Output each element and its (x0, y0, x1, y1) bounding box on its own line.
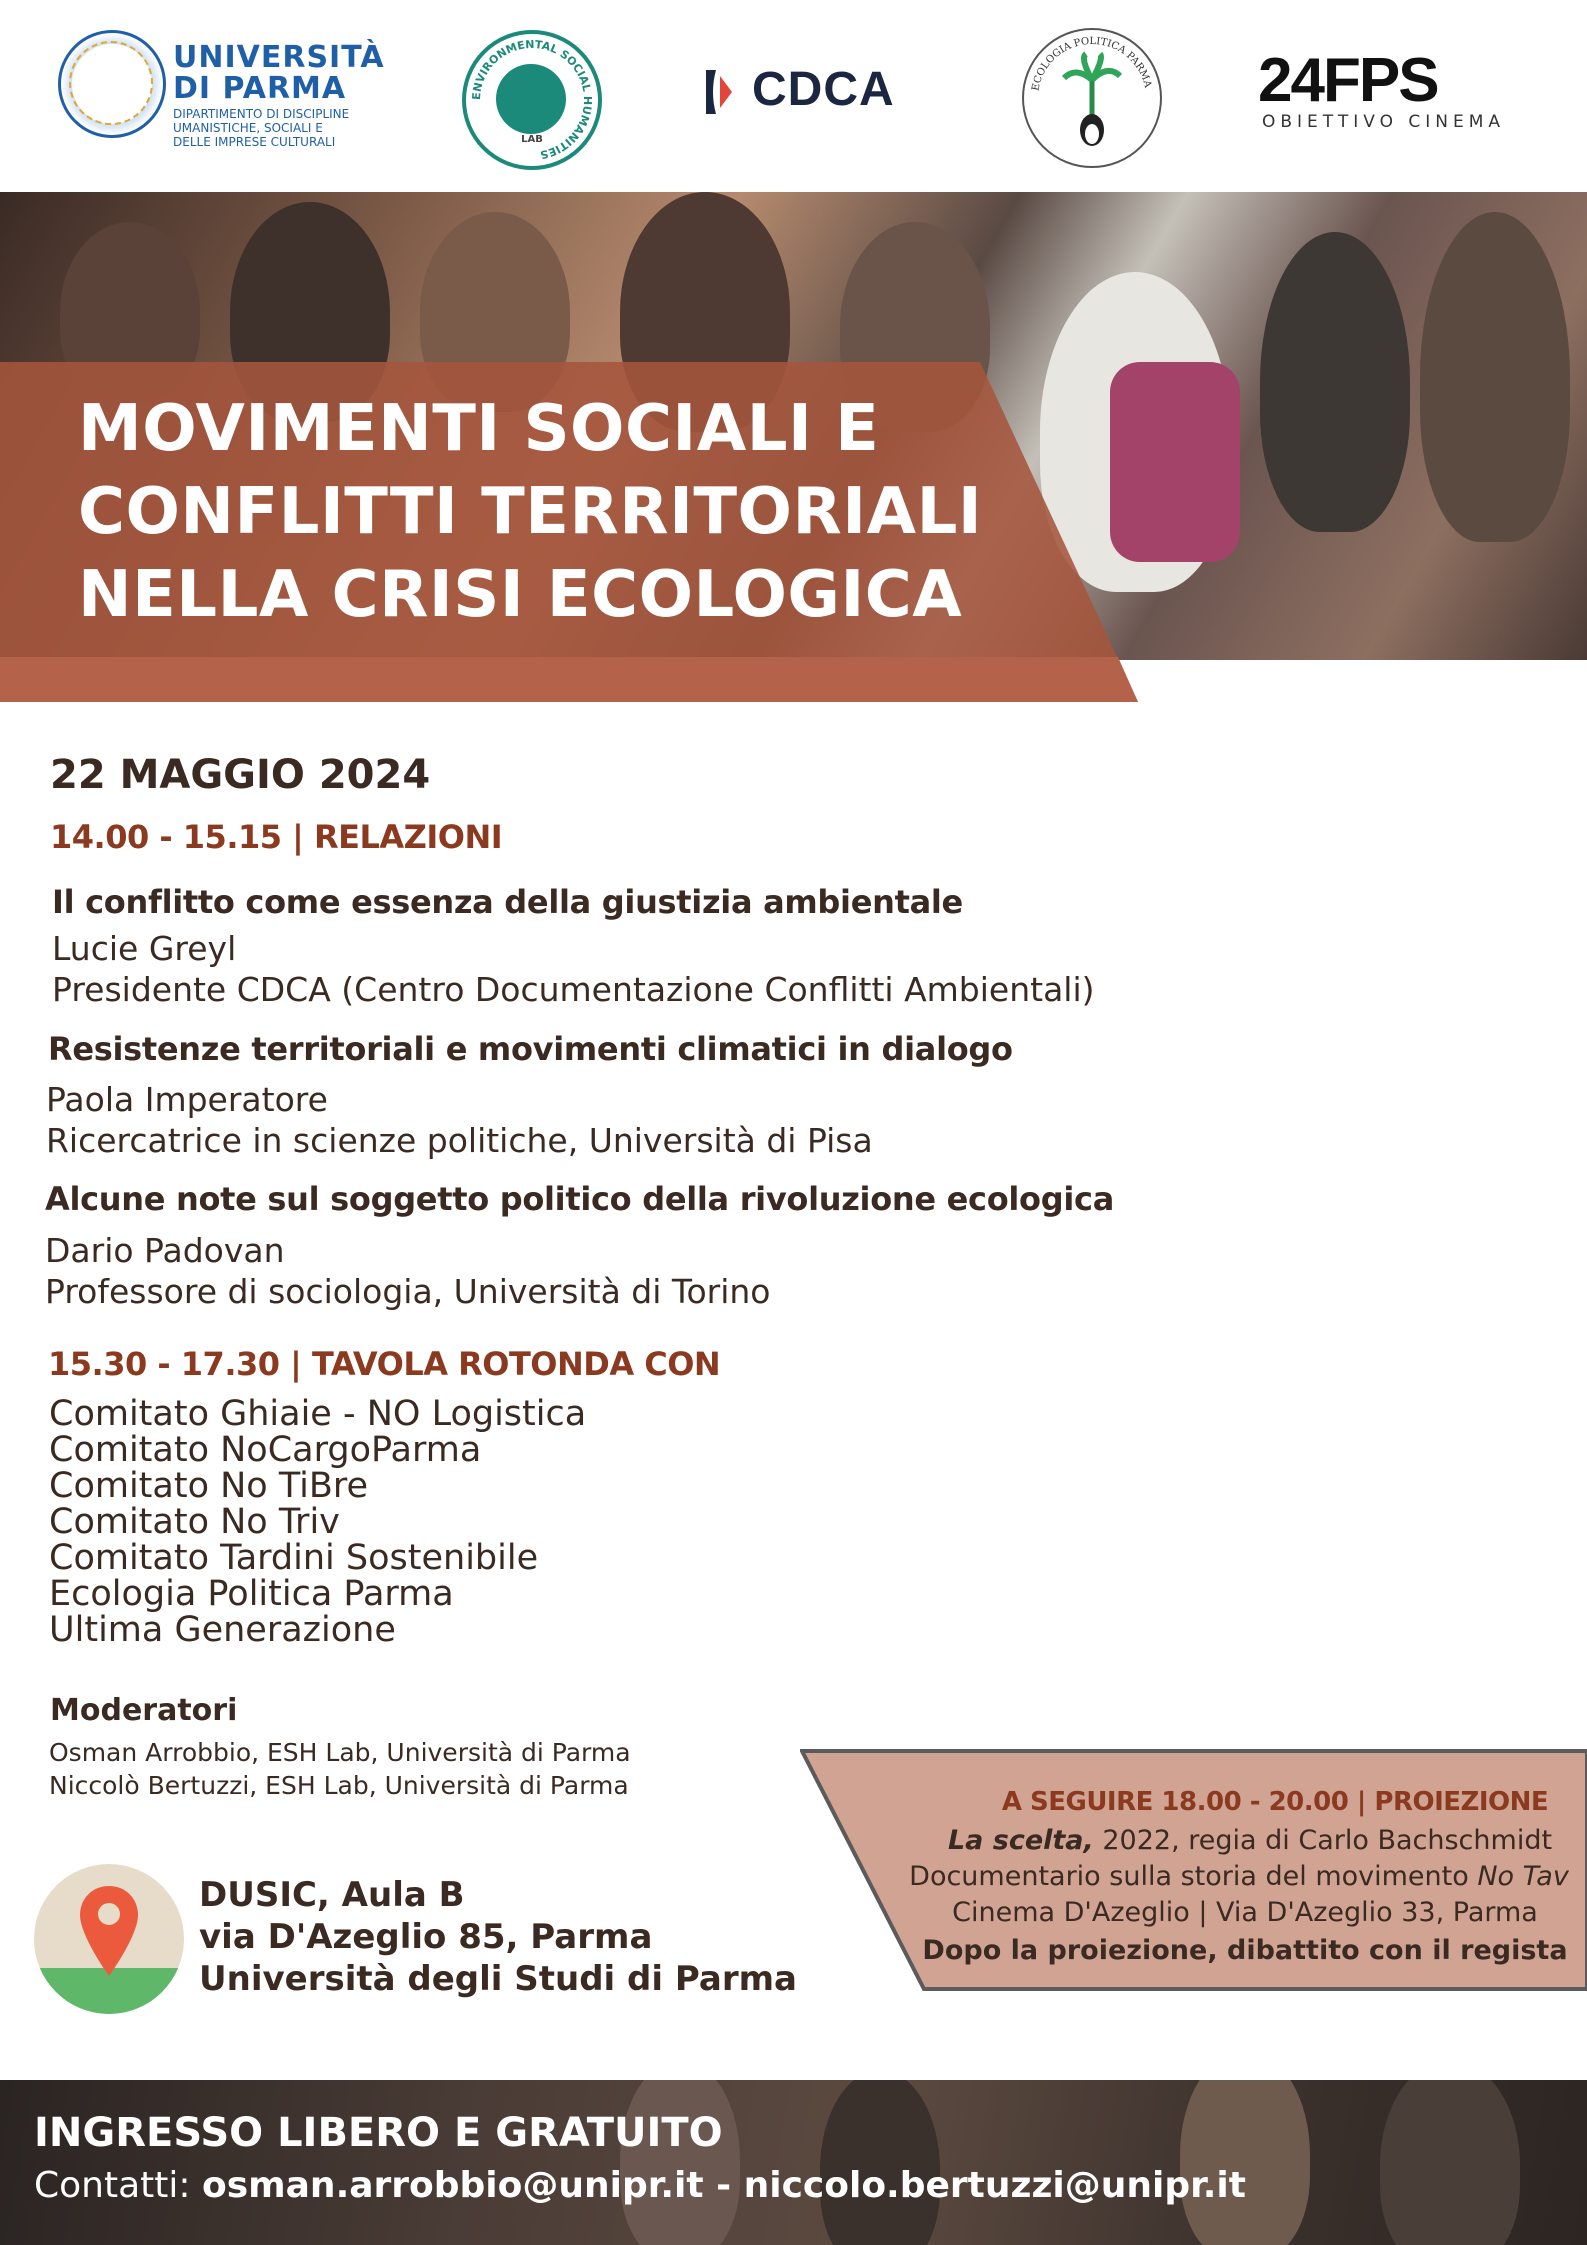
location-pin-icon (34, 1864, 184, 2014)
talk-1-title: Il conflitto come essenza della giustizia ambientale (52, 883, 963, 921)
panel-item: Ecologia Politica Parma (49, 1574, 454, 1614)
panel-item: Comitato Ghiaie - NO Logistica (49, 1394, 587, 1434)
talk-3-role: Professore di sociologia, Università di Torino (45, 1272, 771, 1311)
event-title-line3: NELLA CRISI ECOLOGICA (78, 558, 963, 632)
panel-item: Comitato NoCargoParma (49, 1430, 482, 1470)
contacts-label: Contatti: (34, 2165, 202, 2206)
department-line3: DELLE IMPRESE CULTURALI (173, 135, 336, 149)
moderator-item: Osman Arrobbio, ESH Lab, Università di Parma (49, 1738, 631, 1767)
ecologia-politica-parma-logo (1022, 28, 1162, 168)
moderators-heading: Moderatori (50, 1693, 238, 1728)
talk-3-speaker: Dario Padovan (45, 1231, 285, 1270)
screening-heading: A SEGUIRE 18.00 - 20.00 | PROIEZIONE (1001, 1787, 1549, 1817)
department-line2: UMANISTICHE, SOCIALI E (173, 121, 323, 135)
panel-item: Comitato No TiBre (49, 1466, 369, 1506)
panel-item: Comitato Tardini Sostenibile (49, 1538, 539, 1578)
cdca-mark-icon (706, 70, 734, 114)
contacts-emails[interactable]: osman.arrobbio@unipr.it - niccolo.bertuzzi@unipr.it (201, 2165, 1246, 2206)
department-line1: DIPARTIMENTO DI DISCIPLINE (173, 107, 350, 121)
24fps-subtitle: OBIETTIVO CINEMA (1262, 112, 1506, 132)
screening-film-title: La scelta, (947, 1825, 1094, 1856)
session-relazioni-heading: 14.00 - 15.15 | RELAZIONI (50, 818, 503, 856)
free-entry-label: INGRESSO LIBERO E GRATUITO (34, 2110, 723, 2156)
panel-item: Ultima Generazione (49, 1610, 396, 1650)
talk-1-role: Presidente CDCA (Centro Documentazione Conflitti Ambientali) (52, 970, 1095, 1009)
panel-item: Comitato No Triv (49, 1502, 340, 1542)
event-title-line1: MOVIMENTI SOCIALI E (78, 392, 880, 466)
location-institution: Università degli Studi di Parma (199, 1959, 797, 1999)
university-seal-icon (58, 30, 166, 138)
university-name-line1: UNIVERSITÀ (173, 40, 385, 75)
location-address: via D'Azeglio 85, Parma (199, 1917, 653, 1957)
screening-venue: Cinema D'Azeglio | Via D'Azeglio 33, Parma (952, 1897, 1538, 1928)
department-name (173, 107, 383, 149)
epp-circular-label: ECOLOGIA POLITICA PARMA (1030, 35, 1153, 92)
24fps-logo-text: 24FPS (1258, 46, 1438, 115)
screening-film-details: 2022, regia di Carlo Bachschmidt (1093, 1825, 1553, 1856)
event-date: 22 MAGGIO 2024 (50, 752, 431, 798)
cdca-logo-text: CDCA (752, 63, 895, 116)
talk-2-speaker: Paola Imperatore (46, 1080, 328, 1119)
screening-doc-movement: No Tav (1477, 1861, 1569, 1892)
moderator-item: Niccolò Bertuzzi, ESH Lab, Università di Parma (49, 1771, 629, 1800)
screening-box (800, 1749, 1587, 1991)
logo-header (0, 0, 1587, 192)
talk-1-speaker: Lucie Greyl (52, 929, 237, 968)
esh-lab-logo (462, 30, 602, 170)
talk-3-title: Alcune note sul soggetto politico della rivoluzione ecologica (45, 1180, 1114, 1218)
session-tavola-rotonda-heading: 15.30 - 17.30 | TAVOLA ROTONDA CON (48, 1345, 721, 1383)
esh-circular-label: ENVIRONMENTAL SOCIAL HUMANITIES (469, 37, 595, 162)
university-name-line2: DI PARMA (173, 71, 347, 106)
esh-lab-label: LAB (521, 134, 543, 145)
university-name (173, 42, 385, 104)
location-venue: DUSIC, Aula B (199, 1875, 465, 1915)
talk-2-title: Resistenze territoriali e movimenti climatici in dialogo (48, 1030, 1013, 1068)
footer-photo-band (0, 2080, 1587, 2245)
event-title-line2: CONFLITTI TERRITORIALI (78, 475, 983, 549)
screening-debate: Dopo la proiezione, dibattito con il regista (922, 1935, 1568, 1966)
talk-2-role: Ricercatrice in scienze politiche, Università di Pisa (46, 1121, 873, 1160)
screening-doc-line (894, 1861, 1584, 1892)
contacts-line (34, 2165, 1246, 2206)
screening-doc-text: Documentario sulla storia del movimento (909, 1861, 1478, 1892)
screening-film-line (920, 1825, 1580, 1856)
